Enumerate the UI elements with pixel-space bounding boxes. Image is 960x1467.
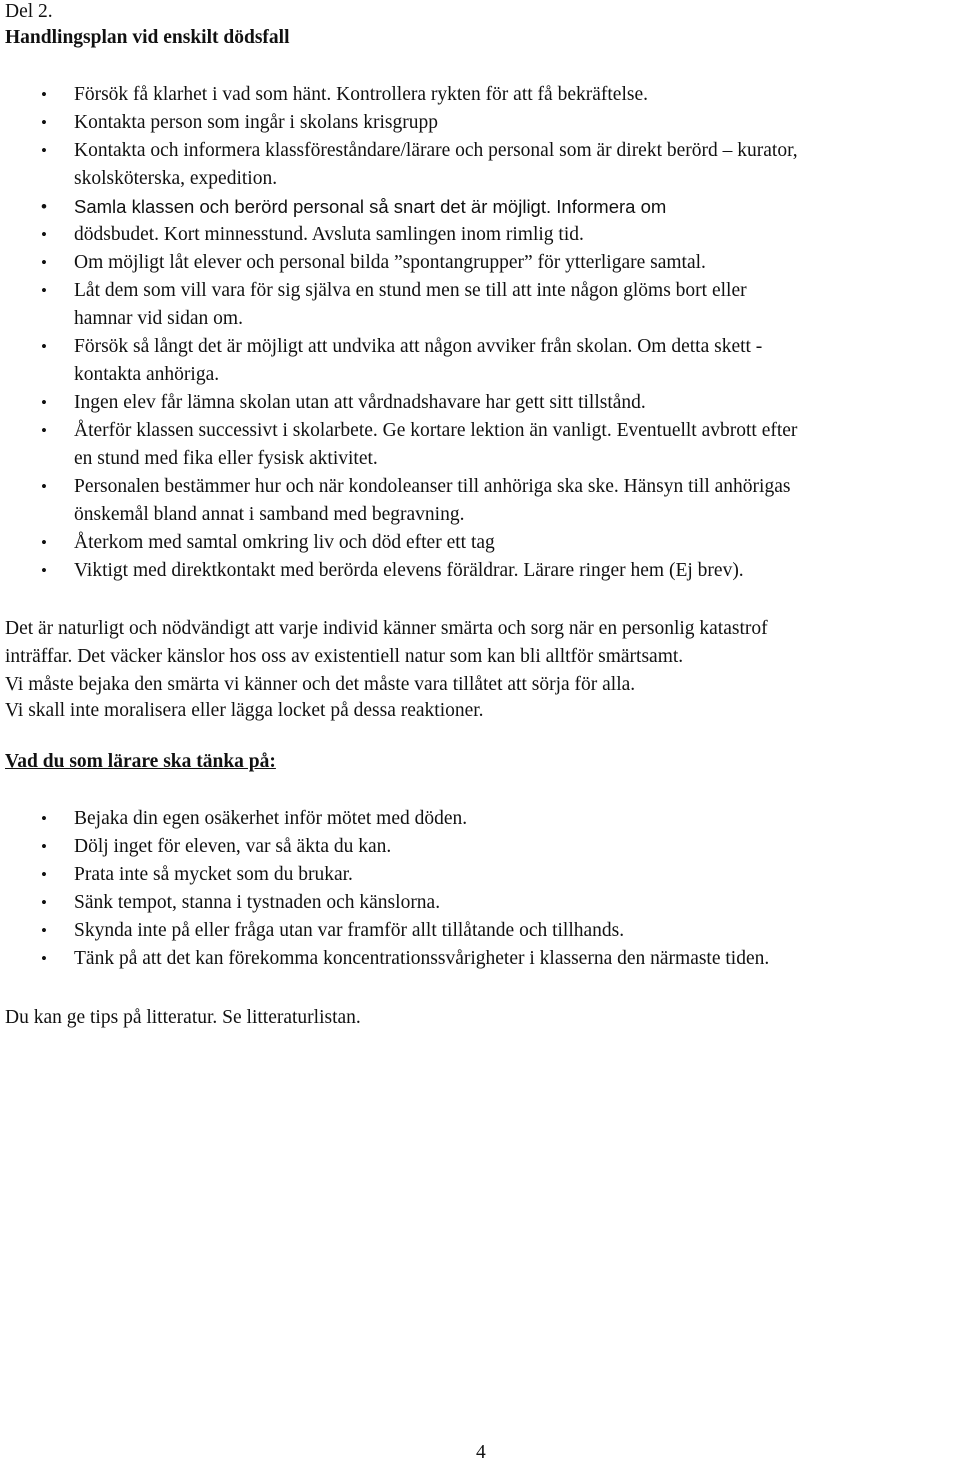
list-item: [0, 137, 960, 165]
list-item-text: Ingen elev får lämna skolan utan att vårdnadshavare har gett sitt tillstånd.: [74, 392, 646, 413]
paragraph-line: Det är naturligt och nödvändigt att varje individ känner smärta och sorg när en personlig katastrof: [5, 618, 768, 639]
paragraph-line: Vi måste bejaka den smärta vi känner och det måste vara tillåtet att sörja för alla.: [5, 674, 636, 695]
closing-text: Du kan ge tips på litteratur. Se litteraturlistan.: [5, 1007, 361, 1028]
bullet-icon: •: [41, 949, 47, 968]
list-item-text: Sänk tempot, stanna i tystnaden och känslorna.: [74, 892, 441, 913]
list-item-text: Viktigt med direktkontakt med berörda elevens föräldrar. Lärare ringer hem (Ej brev).: [74, 560, 744, 581]
list-item-text: Kontakta och informera klassföreståndare/lärare och personal som är direkt berörd – kurator,: [74, 140, 798, 161]
bullet-icon: •: [41, 533, 47, 552]
bullet-icon: •: [41, 421, 47, 440]
list-item: [0, 917, 960, 945]
bullet-icon: •: [41, 141, 47, 160]
page-number: 4: [476, 1442, 486, 1463]
bullet-icon: •: [41, 337, 47, 356]
bullet-icon: •: [41, 281, 47, 300]
list-item: [0, 249, 960, 277]
list-item-text: Återkom med samtal omkring liv och död efter ett tag: [74, 532, 495, 553]
list-item-continuation: [0, 361, 960, 389]
list-item-continuation: [0, 445, 960, 473]
teacher-tips-list: [0, 805, 960, 973]
bullet-icon: •: [41, 865, 47, 884]
list-item-text: Återför klassen successivt i skolarbete. Ge kortare lektion än vanligt. Eventuellt avbrott efter: [74, 420, 798, 441]
list-item-continuation: [0, 305, 960, 333]
bullet-icon: •: [41, 477, 47, 496]
list-item-text: Försök få klarhet i vad som hänt. Kontrollera rykten för att få bekräftelse.: [74, 84, 648, 105]
list-item-text: Bejaka din egen osäkerhet inför mötet med döden.: [74, 808, 468, 829]
list-item-continuation: [0, 165, 960, 193]
list-item: [0, 805, 960, 833]
bullet-icon: •: [41, 393, 47, 412]
bullet-icon: •: [41, 893, 47, 912]
list-item: [0, 221, 960, 249]
page-title: Handlingsplan vid enskilt dödsfall: [5, 27, 290, 48]
list-item-text: skolsköterska, expedition.: [74, 168, 278, 189]
list-item-text: Tänk på att det kan förekomma koncentrationssvårigheter i klasserna den närmaste tiden.: [74, 948, 770, 969]
bullet-icon: •: [41, 837, 47, 856]
list-item: [0, 277, 960, 305]
list-item: [0, 945, 960, 973]
list-item-text: hamnar vid sidan om.: [74, 308, 243, 329]
list-item-text: en stund med fika eller fysisk aktivitet.: [74, 448, 378, 469]
list-item: [0, 861, 960, 889]
list-item-text: önskemål bland annat i samband med begravning.: [74, 504, 465, 525]
bullet-icon: •: [41, 225, 47, 244]
list-item: [0, 193, 960, 221]
list-item: [0, 81, 960, 109]
list-item: [0, 389, 960, 417]
list-item-text: Om möjligt låt elever och personal bilda ”spontangrupper” för ytterligare samtal.: [74, 252, 706, 273]
list-item: [0, 889, 960, 917]
list-item: [0, 557, 960, 585]
list-item: [0, 529, 960, 557]
list-item-text: Dölj inget för eleven, var så äkta du kan.: [74, 836, 392, 857]
list-item: [0, 333, 960, 361]
bullet-icon: •: [41, 85, 47, 104]
list-item-text: Prata inte så mycket som du brukar.: [74, 864, 353, 885]
bullet-icon: •: [41, 561, 47, 580]
bullet-icon: •: [41, 197, 47, 216]
list-item-text: Låt dem som vill vara för sig själva en stund men se till att inte någon glöms bort eller: [74, 280, 747, 301]
list-item: [0, 109, 960, 137]
bullet-icon: •: [41, 113, 47, 132]
list-item: [0, 833, 960, 861]
list-item-text: kontakta anhöriga.: [74, 364, 220, 385]
list-item-text: Skynda inte på eller fråga utan var framför allt tillåtande och tillhands.: [74, 920, 625, 941]
teacher-heading: Vad du som lärare ska tänka på:: [5, 751, 276, 772]
list-item: [0, 417, 960, 445]
list-item-text: Försök så långt det är möjligt att undvika att någon avviker från skolan. Om detta skett -: [74, 336, 763, 357]
bullet-icon: •: [41, 253, 47, 272]
list-item-text: dödsbudet. Kort minnesstund. Avsluta samlingen inom rimlig tid.: [74, 224, 584, 245]
list-item-continuation: [0, 501, 960, 529]
action-plan-list: [0, 81, 960, 585]
list-item-text: Kontakta person som ingår i skolans krisgrupp: [74, 112, 438, 133]
bullet-icon: •: [41, 921, 47, 940]
list-item-text: Personalen bestämmer hur och när kondoleanser till anhöriga ska ske. Hänsyn till anhörigas: [74, 476, 791, 497]
part-label: Del 2.: [5, 1, 53, 22]
paragraph-line: Vi skall inte moralisera eller lägga locket på dessa reaktioner.: [5, 700, 484, 721]
list-item: [0, 473, 960, 501]
paragraph-line: inträffar. Det väcker känslor hos oss av existentiell natur som kan bli alltför smärtsamt.: [5, 646, 684, 667]
bullet-icon: •: [41, 809, 47, 828]
list-item-text: Samla klassen och berörd personal så snart det är möjligt. Informera om: [74, 196, 667, 217]
